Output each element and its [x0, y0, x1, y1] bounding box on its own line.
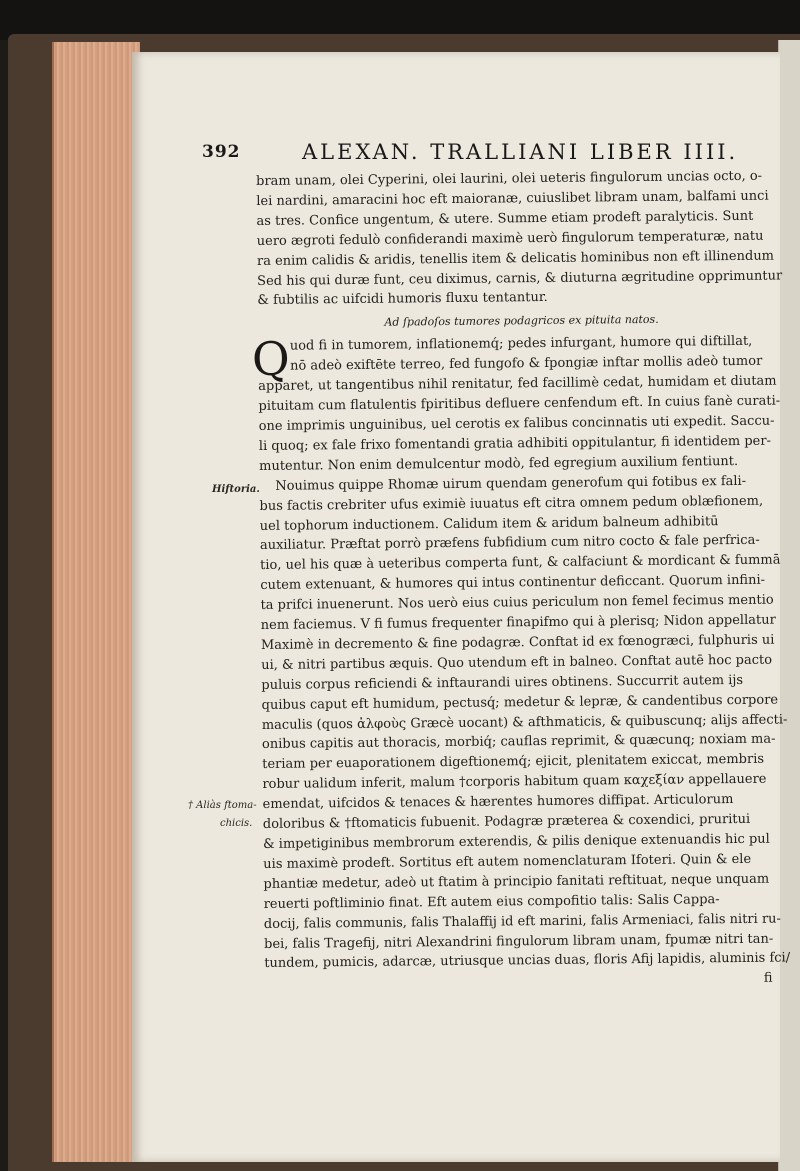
page-edges	[52, 42, 140, 1162]
text-line: Nouimus quippe Rhomæ uirum quendam generofum qui fotibus ex fali-	[275, 473, 747, 494]
drop-cap: Q	[251, 332, 290, 387]
text-line: bus factis crebriter ufus eximiè iuuatus eft citra omnem pedum oblæfionem,	[259, 493, 764, 514]
text-line: one imprimis unguinibus, uel cerotis ex falibus concinnatis uti expedit. Saccu-	[258, 413, 775, 434]
text-line: nō adeò exiftēte terreo, fed fungofo & fpongiæ inftar mollis adeò tumor	[289, 353, 763, 374]
page-number: 392	[202, 142, 241, 162]
text-line: & impetiginibus membrorum exterendis, & pilis denique extenuandis hic pul	[262, 831, 770, 852]
text-line: ta prifci inuenerunt. Nos uerò eius cuius periculum non femel fecimus mentio	[260, 592, 774, 614]
text-line: pituitam cum flatulentis fpiritibus defluere cenfendum eft. In cuius fanè curati-	[258, 393, 781, 415]
text-line: Sed his qui duræ funt, ceu diximus, carnis, & diuturna ægritudine opprimuntur	[257, 268, 783, 289]
running-title: ALEXAN. TRALLIANI LIBER IIII.	[302, 140, 739, 164]
page-header	[202, 140, 739, 168]
text-line: robur ualidum inferit, malum †corporis habitum quam καχεξίαν appellauere	[262, 771, 767, 793]
text-line: tundem, pumicis, adarcæ, utriusque uncias duas, floris Afij lapidis, aluminis fci/	[264, 950, 791, 972]
text-line: cutem extenuant, & humores qui intus continentur deficcant. Quorum infini-	[260, 572, 766, 594]
text-line: tio, uel his quæ à ueteribus comperta funt, & calfaciunt & mordicant & fummā	[260, 552, 781, 574]
margin-note-alias: † Aliàs ftoma-	[188, 800, 257, 811]
margin-note-historia: Hiftoria.	[212, 484, 260, 495]
text-line: puluis corpus reficiendi & inftaurandi uires obtinens. Succurrit autem ijs	[261, 672, 744, 693]
paragraph-2	[251, 332, 787, 477]
body-text	[251, 166, 793, 994]
text-line: bram unam, olei Cyperini, olei laurini, olei ueteris fingulorum uncias octo, o-	[256, 168, 763, 189]
text-line: uod fi in tumorem, inflationemq́; pedes infurgant, humore qui diftillat,	[289, 334, 753, 354]
section-heading: Ad ſpadoſos tumores podagricos ex pituita natos.	[384, 313, 659, 330]
text-line: uis maximè prodeft. Sortitus eft autem nomenclaturam Ifoteri. Quin & ele	[263, 851, 752, 872]
text-line: mutentur. Non enim demulcentur modò, fed egregium auxilium fentiunt.	[259, 453, 739, 474]
paragraph-1	[256, 166, 785, 311]
text-line: & fubtilis ac uifcidi humoris fluxu tentantur.	[257, 290, 548, 309]
text-line: docij, falis communis, falis Thalaffij id eft marini, falis Armeniaci, falis nitri ru-	[263, 911, 781, 932]
text-line: onibus capitis aut thoracis, morbiq́; cauflas reprimit, & quæcunq; noxiam ma-	[261, 732, 776, 753]
text-line: li quoq; ex fale frixo fomentandi gratia adhibiti oppitulantur, fi identidem per-	[258, 433, 772, 454]
paragraph-3	[259, 471, 792, 994]
text-line: teriam per euaporationem digeftionemq́; ejicit, plenitatem exiccat, membris	[262, 752, 765, 773]
text-line: emendat, uifcidos & tenaces & hærentes humores diffipat. Articulorum	[262, 792, 734, 813]
text-line: reuerti poftliminio finat. Eft autem eius compofitio talis: Salis Cappa-	[263, 891, 720, 912]
text-line: quibus caput eft humidum, pectusq́; medetur & lepræ, & candentibus corpore	[261, 692, 779, 713]
text-line: ui, & nitri partibus æquis. Quo utendum eft in balneo. Conftat autē hoc pacto	[261, 652, 773, 673]
text-line: nem faciemus. V fi fumus frequenter finapifmo qui à plerisq; Nidon appellatur	[260, 612, 776, 634]
margin-note-alias-cont: chicis.	[220, 818, 253, 829]
text-line: bei, falis Tragefij, nitri Alexandrini fingulorum libram unam, fpumæ nitri tan-	[264, 931, 774, 952]
text-line: as tres. Confice ungentum, & utere. Summe etiam prodeft paralyticis. Sunt	[256, 208, 754, 229]
text-line: apparet, ut tangentibus nihil renitatur, fed facillimè cedat, humidam et diutam	[258, 373, 777, 395]
text-line: ra enim calidis & aridis, tenellis item & delicatis hominibus non eft illinendum	[256, 248, 775, 269]
text-line: uel tophorum inductionem. Calidum item & aridum balneum adhibitū	[259, 513, 719, 534]
text-line: Maximè in decremento & fine podagræ. Conftat id ex fœnogræci, fulphuris ui	[260, 632, 775, 653]
text-line: doloribus & †ftomaticis fubuenit. Podagræ præterea & coxendici, pruritui	[262, 811, 751, 833]
text-line: phantiæ medetur, adeò ut ftatim à principio fanitati reftituat, neque unquam	[263, 871, 770, 892]
text-line: lei nardini, amaracini hoc eft maioranæ, cuiuslibet libram unam, balfami unci	[256, 188, 769, 209]
text-line: auxiliatur. Præftat porrò præfens fubfidium cum nitro cocto & fale perfrica-	[259, 533, 760, 554]
text-line: uero ægroti fedulò confiderandi maximè uerò fingulorum temperaturæ, natu	[256, 228, 764, 249]
catchword: fi	[763, 970, 773, 987]
text-line: maculis (quos ἀλφοὺς Græcè uocant) & afthmaticis, & quibuscunq; alijs affecti-	[261, 712, 788, 733]
